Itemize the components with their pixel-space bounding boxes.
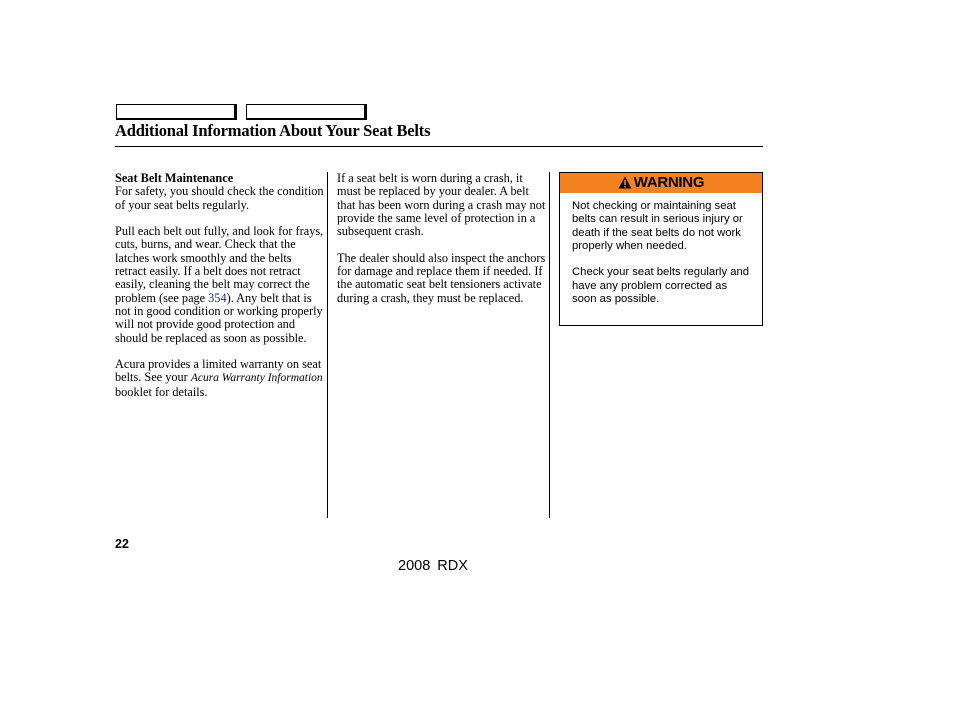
footer-model: 2008 RDX	[398, 558, 468, 574]
paragraph-text: Pull each belt out fully, and look for frays, cuts, burns, and wear. Check that the latches work smoothly and the belts retract easily. If a belt does not retract easily, cleaning the belt may correct the problem (see page	[115, 224, 324, 305]
paragraph: If a seat belt is worn during a crash, it must be replaced by your dealer. A belt that has been worn during a crash may not provide the same level of protection in a subsequent crash.	[337, 171, 546, 239]
warning-header	[560, 173, 762, 193]
paragraph	[115, 358, 325, 399]
warning-triangle-icon	[618, 176, 632, 189]
warning-body	[560, 193, 762, 306]
paragraph: For safety, you should check the condition of your seat belts regularly.	[115, 184, 324, 212]
column-divider	[549, 172, 550, 518]
paragraph	[115, 225, 325, 345]
paragraph-text: ). Any belt that is not in good condition or working properly will not provide good protection and should be replaced as soon as possible.	[115, 290, 323, 345]
paragraph-text: booklet for details.	[115, 384, 208, 399]
section-subhead: Seat Belt Maintenance	[115, 171, 234, 185]
booklet-title: Acura Warranty Information	[190, 372, 323, 385]
page-link[interactable]: 354	[208, 290, 227, 305]
paragraph: The dealer should also inspect the anchors for damage and replace them if needed. If the automatic seat belt tensioners activate during a crash, they must be replaced.	[337, 250, 546, 305]
column-left	[115, 172, 325, 412]
page-number: 22	[115, 537, 129, 551]
page-title: Additional Information About Your Seat Belts	[115, 121, 431, 140]
paragraph-text: Acura provides a limited warranty on seat belts. See your	[115, 357, 322, 385]
warning-box	[559, 172, 763, 326]
warning-text: Not checking or maintaining seat belts can result in serious injury or death if the seat belts do not work properly when needed.	[572, 200, 743, 252]
index-button[interactable]	[246, 104, 367, 120]
main-menu-button[interactable]	[116, 104, 237, 120]
warning-label: WARNING	[633, 174, 705, 191]
column-divider	[327, 172, 328, 518]
warning-text: Check your seat belts regularly and have any problem corrected as soon as possible.	[572, 266, 750, 306]
title-divider	[115, 146, 763, 147]
column-middle	[337, 172, 547, 318]
